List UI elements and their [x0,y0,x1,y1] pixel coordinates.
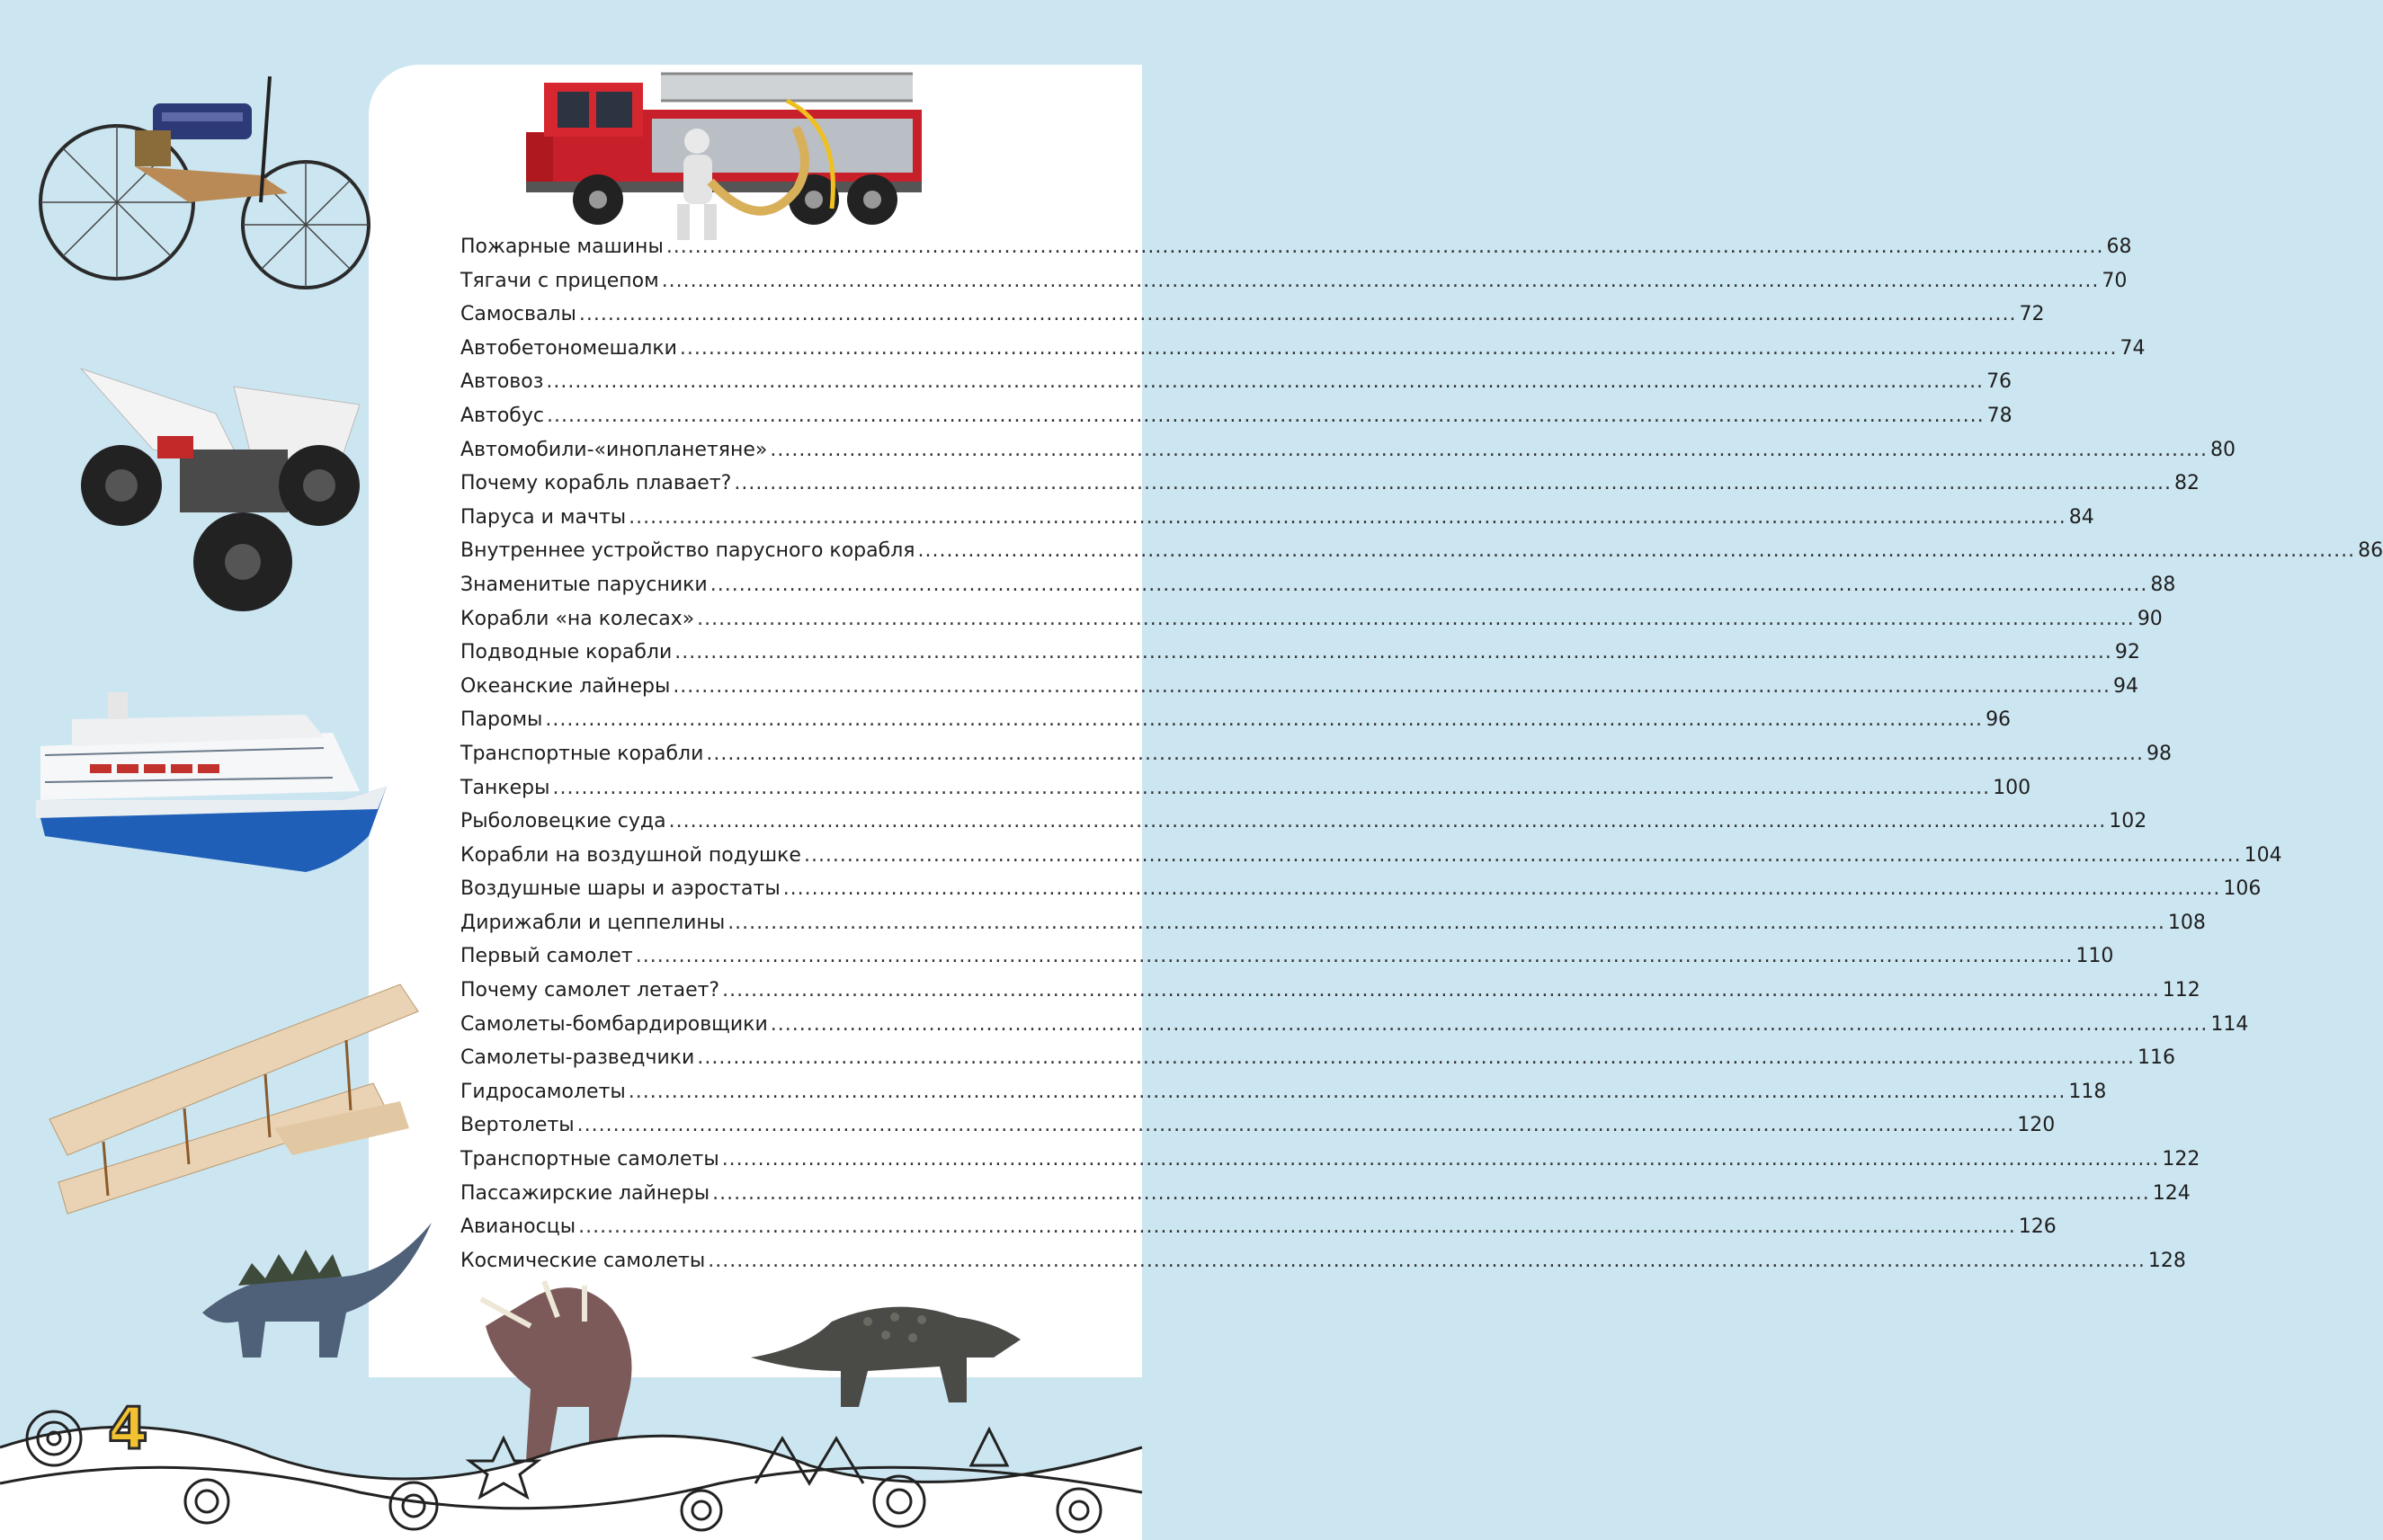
toc-entry-title: Гидросамолеты [460,1080,626,1103]
toc-entry-title: Подводные корабли [460,641,673,664]
toc-dot-leader: ........................................................................................................................................................................................................ [782,877,2221,901]
toc-entry[interactable] [460,776,2031,811]
toc-entry-page: 114 [2210,1012,2249,1036]
toc-entry-title: Вертолеты [460,1114,575,1137]
toc-entry[interactable] [460,979,2200,1013]
toc-entry[interactable] [460,1046,2175,1081]
toc-entry-page: 88 [2150,573,2176,596]
toc-dot-leader: ........................................................................................................................................................................................................ [628,1080,2066,1103]
toc-entry[interactable] [460,269,2128,304]
toc-dot-leader: ........................................................................................................................................................................................................ [552,776,1991,799]
toc-entry-title: Транспортные самолеты [460,1148,719,1171]
toc-entry[interactable] [460,911,2206,946]
toc-entry-title: Океанские лайнеры [460,674,671,698]
toc-entry-title: Внутреннее устройство парусного корабля [460,539,915,563]
toc-entry[interactable] [460,472,2200,506]
toc-dot-leader: ........................................................................................................................................................................................................ [770,438,2209,461]
toc-entry[interactable] [460,877,2262,912]
toc-dot-leader: ........................................................................................................................................................................................................ [668,810,2107,833]
toc-entry[interactable] [460,674,2138,709]
toc-entry[interactable] [460,945,2114,979]
toc-entry-page: 112 [2162,979,2200,1002]
toc-entry[interactable] [460,1012,2249,1047]
toc-entry-page: 102 [2109,810,2147,833]
toc-dot-leader: ........................................................................................................................................................................................................ [576,1114,2015,1137]
toc-entry[interactable] [460,404,2013,439]
toc-dot-leader: ........................................................................................................................................................................................................ [721,1148,2160,1171]
toc-entry-page: 94 [2112,674,2138,698]
toc-dot-leader: ........................................................................................................................................................................................................ [673,674,2111,698]
toc-entry-title: Дирижабли и цеппелины [460,911,726,934]
toc-entry-page: 80 [2210,438,2236,461]
toc-entry-title: Самолеты-разведчики [460,1046,695,1070]
toc-dot-leader: ........................................................................................................................................................................................................ [722,979,2160,1002]
toc-entry-page: 74 [2120,336,2146,360]
toc-dot-leader: ........................................................................................................................................................................................................ [706,742,2145,765]
toc-dot-leader: ........................................................................................................................................................................................................ [546,404,1985,427]
toc-dot-leader: ........................................................................................................................................................................................................ [710,573,2148,596]
toc-entry[interactable] [460,573,2176,608]
toc-dot-leader: ........................................................................................................................................................................................................ [679,336,2118,360]
toc-entry-page: 70 [2102,269,2128,292]
toc-entry-page: 92 [2114,641,2140,664]
toc-entry[interactable] [460,742,2173,777]
table-of-contents [460,236,2383,1283]
toc-entry-title: Пассажирские лайнеры [460,1181,710,1205]
toc-dot-leader: ........................................................................................................................................................................................................ [712,1181,2150,1205]
toc-dot-leader: ........................................................................................................................................................................................................ [578,303,2017,326]
toc-entry-title: Тягачи с прицепом [460,269,659,292]
toc-entry-title: Паруса и мачты [460,505,627,529]
toc-entry[interactable] [460,336,2146,371]
toc-entry-page: 78 [1986,404,2013,427]
toc-entry-page: 84 [2068,505,2094,529]
toc-entry[interactable] [460,1114,2056,1148]
toc-entry-title: Танкеры [460,776,550,799]
toc-dot-leader: ........................................................................................................................................................................................................ [727,911,2165,934]
toc-entry-title: Транспортные корабли [460,742,704,765]
toc-dot-leader: ........................................................................................................................................................................................................ [697,607,2135,630]
toc-entry-page: 96 [1986,708,2012,732]
toc-entry[interactable] [460,843,2282,878]
toc-dot-leader: ........................................................................................................................................................................................................ [546,370,1985,394]
toc-entry-title: Паромы [460,708,543,732]
toc-entry-page: 120 [2017,1114,2056,1137]
toc-entry[interactable] [460,1181,2191,1216]
toc-dot-leader: ........................................................................................................................................................................................................ [661,269,2100,292]
toc-dot-leader: ........................................................................................................................................................................................................ [665,236,2104,258]
toc-dot-leader: ........................................................................................................................................................................................................ [708,1249,2146,1272]
toc-entry-title: Знаменитые парусники [460,573,708,596]
toc-entry-page: 116 [2138,1046,2175,1070]
toc-entry[interactable] [460,1080,2107,1115]
toc-entry-page: 82 [2173,472,2200,495]
toc-entry-page: 118 [2068,1080,2107,1103]
toc-entry-page: 122 [2162,1148,2200,1171]
toc-entry-title: Почему корабль плавает? [460,472,732,495]
toc-entry-page: 86 [2358,539,2383,563]
vintage-motorcar-image [36,67,378,292]
toc-entry-title: Корабли «на колесах» [460,607,695,630]
toc-entry-title: Самолеты-бомбардировщики [460,1012,768,1036]
toc-dot-leader: ........................................................................................................................................................................................................ [674,641,2112,664]
toc-entry-page: 76 [1986,370,2013,394]
toc-entry-page: 72 [2019,303,2045,326]
toc-entry-title: Автобетономешалки [460,336,677,360]
toc-entry-title: Авианосцы [460,1215,576,1239]
toc-entry[interactable] [460,438,2236,473]
toc-dot-leader: ........................................................................................................................................................................................................ [545,708,1984,732]
toc-entry-title: Пожарные машины [460,236,664,258]
toc-entry[interactable] [460,641,2140,675]
toc-entry-title: Автобус [460,404,544,427]
toc-entry-page: 124 [2152,1181,2191,1205]
toc-entry-title: Космические самолеты [460,1249,706,1272]
toc-entry-title: Автовоз [460,370,544,394]
toc-entry[interactable] [460,370,2013,405]
fire-truck-image [526,56,994,245]
toc-entry-page: 100 [1993,776,2031,799]
toc-entry-title: Рыболовецкие суда [460,810,666,833]
doodle-border [0,1349,1142,1540]
toc-entry[interactable] [460,303,2045,337]
toc-dot-leader: ........................................................................................................................................................................................................ [917,539,2356,563]
toc-dot-leader: ........................................................................................................................................................................................................ [803,843,2242,867]
toc-entry-title: Корабли на воздушной подушке [460,843,801,867]
toc-entry-title: Самосвалы [460,303,576,326]
toc-dot-leader: ........................................................................................................................................................................................................ [770,1012,2209,1036]
toc-entry-page: 128 [2147,1249,2186,1272]
toc-entry[interactable] [460,1148,2200,1182]
toc-entry[interactable] [460,708,2012,743]
toc-entry-page: 90 [2137,607,2163,630]
toc-entry-title: Почему самолет летает? [460,979,720,1002]
toc-entry[interactable] [460,607,2163,642]
toc-entry-page: 104 [2244,843,2282,867]
cruise-ship-image [36,683,387,881]
toc-entry-title: Автомобили-«инопланетяне» [460,438,768,461]
toc-entry[interactable] [460,236,2132,270]
toc-entry[interactable] [460,539,2383,574]
quad-bike-image [72,351,369,620]
toc-entry[interactable] [460,505,2094,540]
toc-entry-title: Первый самолет [460,945,633,968]
toc-entry[interactable] [460,1249,2186,1284]
toc-entry-page: 68 [2106,236,2132,258]
toc-entry-title: Воздушные шары и аэростаты [460,877,781,901]
stegosaurus-image [184,1214,436,1366]
toc-dot-leader: ........................................................................................................................................................................................................ [697,1046,2135,1070]
toc-entry-page: 110 [2075,945,2114,968]
page-number: 4 [108,1396,148,1463]
toc-entry-page: 106 [2223,877,2262,901]
biplane-image [40,975,418,1227]
toc-dot-leader: ........................................................................................................................................................................................................ [629,505,2066,529]
toc-entry[interactable] [460,810,2147,844]
toc-entry-page: 98 [2146,742,2173,765]
toc-entry[interactable] [460,1215,2057,1250]
toc-dot-leader: ........................................................................................................................................................................................................ [734,472,2172,495]
toc-dot-leader: ........................................................................................................................................................................................................ [578,1215,2016,1239]
toc-dot-leader: ........................................................................................................................................................................................................ [635,945,2074,968]
toc-entry-page: 108 [2167,911,2206,934]
toc-entry-page: 126 [2018,1215,2057,1239]
